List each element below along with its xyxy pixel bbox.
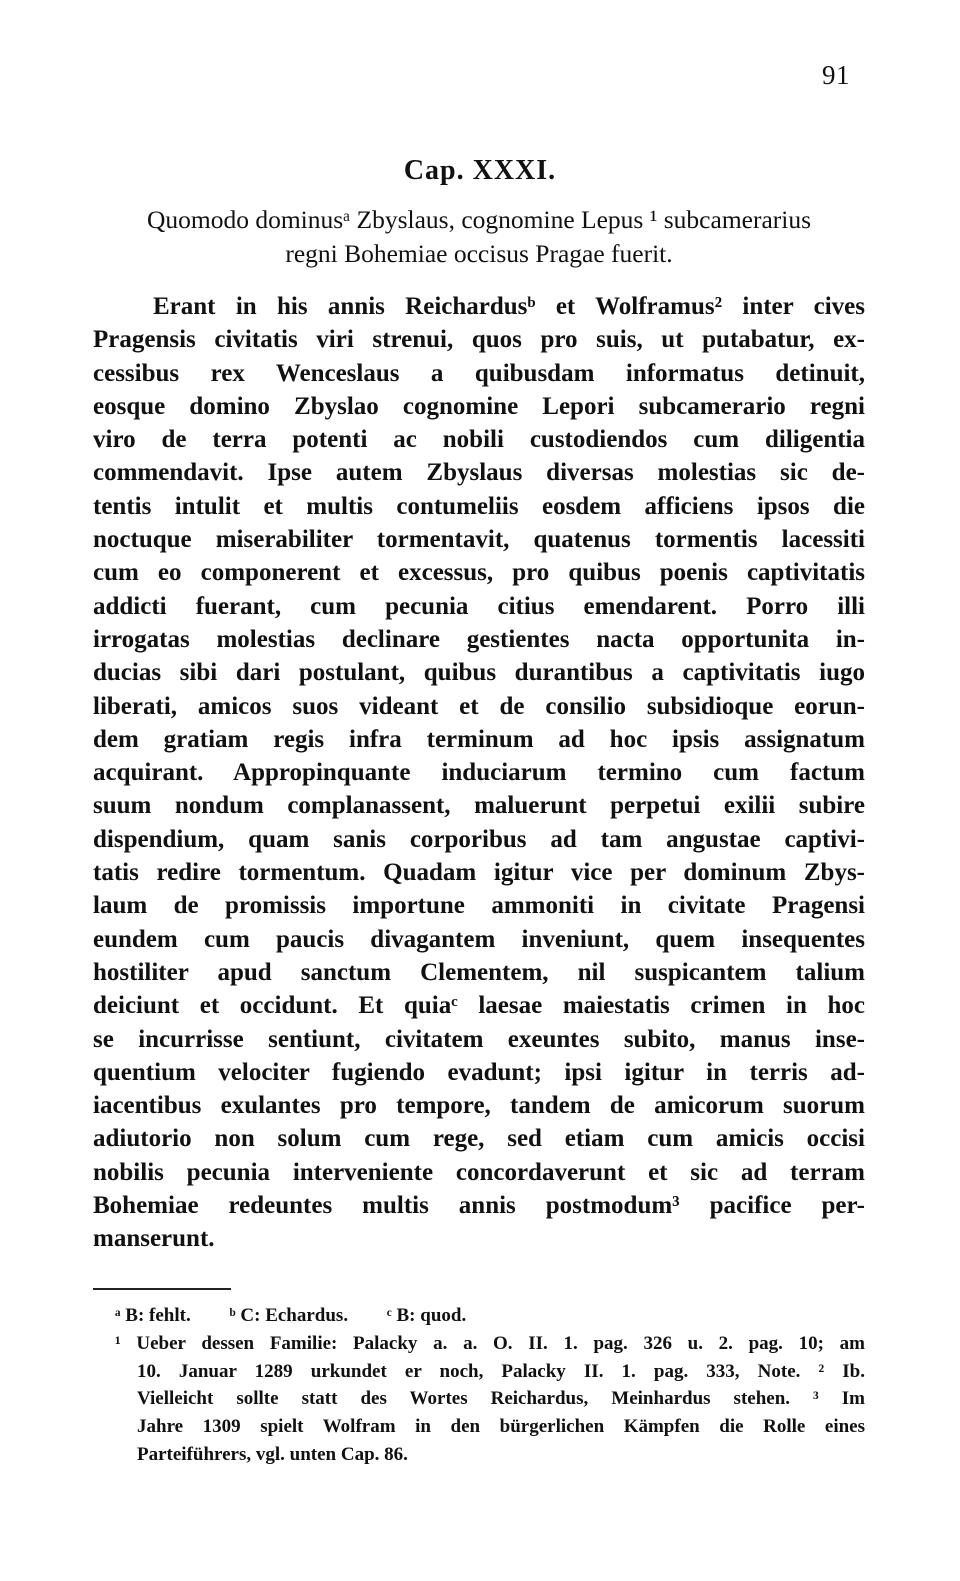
footnote-line: 10. Januar 1289 urkundet er noch, Palacky II. 1. pag. 333, Note. ² Ib. [137, 1360, 865, 1382]
body-line: suum nondum complanassent, maluerunt perpetui exilii subire [93, 792, 865, 820]
body-line: irrogatas molestias declinare gestientes nacta opportunita in- [93, 625, 865, 653]
critical-apparatus [93, 1302, 865, 1330]
body-line: dispendium, quam sanis corporibus ad tam angustae captivi- [93, 825, 865, 853]
body-line: laum de promissis importune ammoniti in civitate Pragensi [93, 892, 865, 920]
chapter-title-line: Quomodo dominusᵃ Zbyslaus, cognomine Lepus ¹ subcamerarius [146, 205, 812, 234]
body-line: quentium velociter fugiendo evadunt; ipsi igitur in terris ad- [93, 1058, 865, 1086]
body-line: dem gratiam regis infra terminum ad hoc ipsis assignatum [93, 725, 865, 753]
body-paragraph [93, 290, 865, 1256]
body-line: tentis intulit et multis contumeliis eosdem afficiens ipsos die [93, 492, 865, 520]
body-line: Erant in his annis Reichardusᵇ et Wolframus² inter cives [153, 293, 865, 320]
body-line: iacentibus exulantes pro tempore, tandem de amicorum suorum [93, 1092, 865, 1120]
footnote-line: Vielleicht sollte statt des Wortes Reichardus, Meinhardus stehen. ³ Im [137, 1388, 865, 1410]
footnotes [93, 1302, 865, 1469]
body-line: adiutorio non solum cum rege, sed etiam cum amicis occisi [93, 1125, 865, 1153]
body-line: eosque domino Zbyslao cognomine Lepori subcamerario regni [93, 392, 865, 420]
body-line: addicti fuerant, cum pecunia citius emendarent. Porro illi [93, 592, 865, 620]
body-line: hostiliter apud sanctum Clementem, nil suspicantem talium [93, 958, 865, 986]
body-line: commendavit. Ipse autem Zbyslaus diversas molestias sic de- [93, 459, 865, 487]
body-line: se incurrisse sentiunt, civitatem exeuntes subito, manus inse- [93, 1025, 865, 1053]
body-line: cessibus rex Wenceslaus a quibusdam informatus detinuit, [93, 359, 865, 387]
footnote-line: ¹ Ueber dessen Familie: Palacky a. a. O. II. 1. pag. 326 u. 2. pag. 10; am [115, 1332, 865, 1354]
body-line: Bohemiae redeuntes multis annis postmodum³ pacifice per- [93, 1192, 865, 1220]
chapter-title [93, 203, 865, 271]
footnote-line: Parteiführers, vgl. unten Cap. 86. [137, 1443, 408, 1465]
body-line: eundem cum paucis divagantem inveniunt, quem insequentes [93, 925, 865, 953]
body-line: manserunt. [93, 1225, 215, 1253]
body-line: tatis redire tormentum. Quadam igitur vice per dominum Zbys- [93, 859, 865, 887]
body-line: acquirant. Appropinquante induciarum termino cum factum [93, 759, 865, 787]
body-line: liberati, amicos suos videant et de consilio subsidioque eorun- [93, 692, 865, 720]
body-line: viro de terra potenti ac nobili custodiendos cum diligentia [93, 426, 865, 454]
footnote-line: Jahre 1309 spielt Wolfram in den bürgerlichen Kämpfen die Rolle eines [137, 1416, 865, 1438]
chapter-heading: Cap. XXXI. [403, 155, 557, 186]
body-line: ducias sibi dari postulant, quibus durantibus a captivitatis iugo [93, 659, 865, 687]
body-line: cum eo componerent et excessus, pro quibus poenis captivitatis [93, 559, 865, 587]
body-line: Pragensis civitatis viri strenui, quos pro suis, ut putabatur, ex- [93, 326, 865, 354]
apparatus-note: ᶜ B: quod. [386, 1305, 467, 1326]
chapter-title-line: regni Bohemiae occisus Pragae fuerit. [285, 239, 673, 268]
body-line: deiciunt et occidunt. Et quiaᶜ laesae maiestatis crimen in hoc [93, 992, 865, 1020]
page-number: 91 [822, 60, 850, 90]
body-line: nobilis pecunia interveniente concordaverunt et sic ad terram [93, 1158, 865, 1186]
apparatus-note: ᵃ B: fehlt. [115, 1305, 191, 1326]
apparatus-note: ᵇ C: Echardus. [229, 1305, 349, 1326]
body-line: noctuque miserabiliter tormentavit, quatenus tormentis lacessiti [93, 526, 865, 554]
footnote-divider [93, 1288, 231, 1290]
